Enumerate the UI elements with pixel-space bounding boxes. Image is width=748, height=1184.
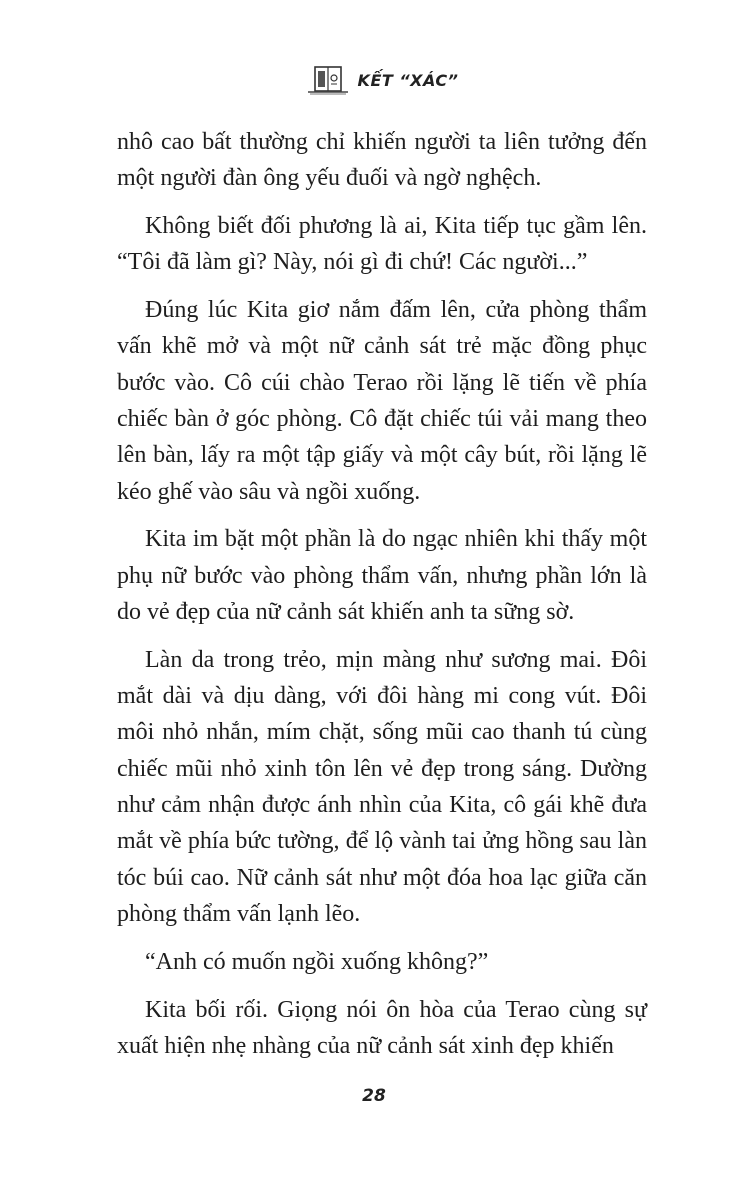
paragraph: Làn da trong trẻo, mịn màng như sương mai. Đôi mắt dài và dịu dàng, với đôi hàng mi cong vút. Đôi môi nhỏ nhắn, mím chặt, sống mũi cao thanh tú cùng chiếc mũi nhỏ xinh tôn lên vẻ đẹp trong sáng. Dường như cảm nhận được ánh nhìn của Kita, cô gái khẽ đưa mắt về phía bức tường, để lộ vành tai ửng hồng sau làn tóc búi cao. Nữ cảnh sát như một đóa hoa lạc giữa căn phòng thẩm vấn lạnh lẽo. — [117, 646, 647, 927]
running-header — [0, 62, 748, 98]
paragraph: Đúng lúc Kita giơ nắm đấm lên, cửa phòng thẩm vấn khẽ mở và một nữ cảnh sát trẻ mặc đồng phục bước vào. Cô cúi chào Terao rồi lặng lẽ tiến về phía chiếc bàn ở góc phòng. Cô đặt chiếc túi vải mang theo lên bàn, lấy ra một tập giấy và một cây bút, rồi lặng lẽ kéo ghế vào sâu và ngồi xuống. — [117, 297, 647, 505]
paragraph: Kita im bặt một phần là do ngạc nhiên khi thấy một phụ nữ bước vào phòng thẩm vấn, nhưng phần lớn là do vẻ đẹp của nữ cảnh sát khiến anh ta sững sờ. — [117, 526, 647, 626]
paragraph: Kita bối rối. Giọng nói ôn hòa của Terao cùng sự xuất hiện nhẹ nhàng của nữ cảnh sát xinh đẹp khiến — [117, 996, 647, 1059]
running-title: KẾT “XÁC” — [357, 70, 459, 90]
body-text — [117, 124, 647, 1076]
paragraph: nhô cao bất thường chỉ khiến người ta liên tưởng đến một người đàn ông yếu đuối và ngờ nghệch. — [117, 129, 647, 192]
book-cabinet-icon — [306, 65, 350, 95]
paragraph: “Anh có muốn ngồi xuống không?” — [145, 948, 489, 975]
page-number: 28 — [362, 1086, 386, 1106]
running-header-content — [306, 65, 459, 95]
paragraph: Không biết đối phương là ai, Kita tiếp tục gầm lên. “Tôi đã làm gì? Này, nói gì đi chứ! Các người...” — [117, 213, 647, 276]
